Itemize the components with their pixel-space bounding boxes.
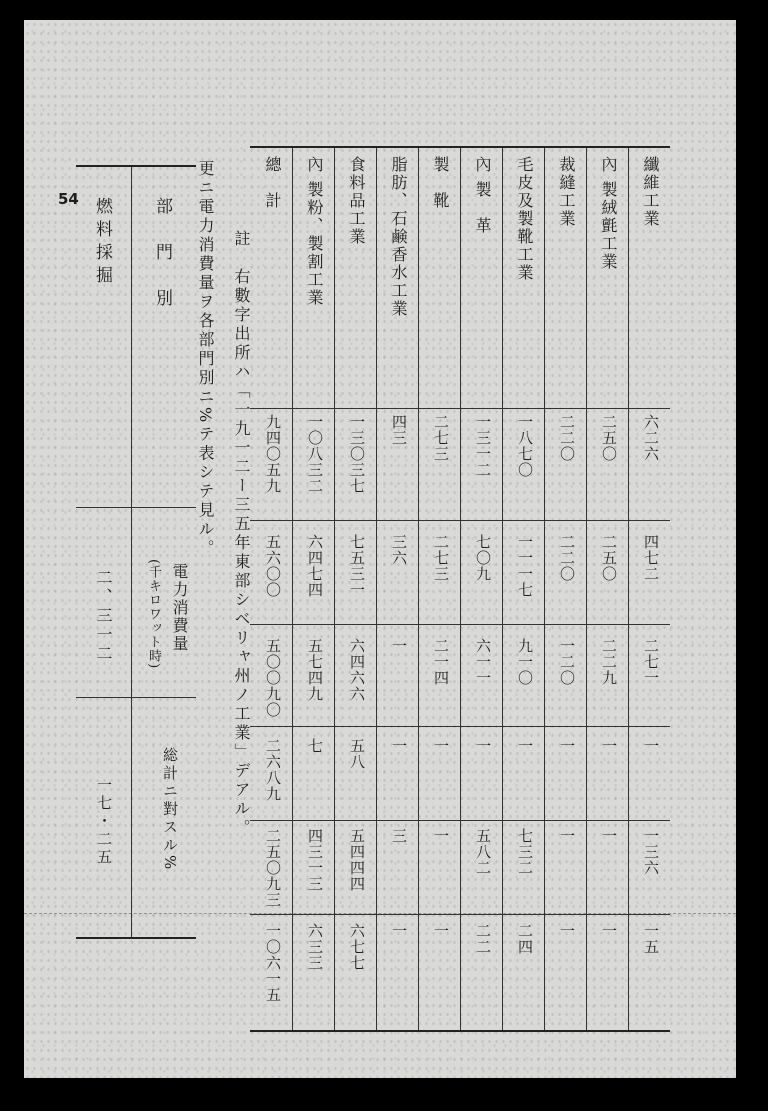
value-cell: 二二 (474, 923, 492, 955)
power-header: 電力消費量 (170, 563, 189, 653)
document-page (24, 20, 736, 1078)
industry-label: 脂肪、石鹸香水工業 (389, 156, 408, 318)
value-cell: 二二九 (600, 638, 618, 686)
fuel-mining-label: 燃料採掘 (92, 197, 112, 289)
row-divider (76, 697, 196, 698)
industry-label: 總 計 (263, 156, 282, 210)
header-divider (76, 507, 196, 508)
value-cell: 二七一 (642, 638, 660, 686)
value-cell: 一 (558, 923, 576, 939)
column-divider (334, 148, 335, 1030)
value-cell: 一三〇三七 (348, 414, 366, 494)
industry-label: 毛皮及製靴工業 (515, 156, 534, 282)
value-cell: 一三一二 (474, 414, 492, 478)
value-cell: 五〇〇九〇 (264, 638, 282, 718)
value-cell: 二二〇 (558, 414, 576, 462)
value-cell: 七三二 (516, 828, 534, 876)
value-cell: 一 (600, 923, 618, 939)
value-cell: 六三三 (306, 923, 324, 971)
industry-label: 食料品工業 (347, 156, 366, 246)
value-cell: 一 (558, 738, 576, 754)
percent-value: 一七・二五 (95, 777, 113, 867)
value-cell: 一 (642, 738, 660, 754)
value-cell: 一二〇 (558, 638, 576, 686)
percent-header: 総計ニ對スル% (161, 747, 179, 873)
value-cell: 四三 (390, 414, 408, 446)
value-cell: 二六八九 (264, 738, 282, 802)
note-line-1: 註 右數字出所ハ「一九一二ー三五年東部シベリャ州ノ工業」デアル。 (232, 230, 251, 838)
value-cell: 九四〇五九 (264, 414, 282, 494)
power-value: 二、三一二 (94, 569, 113, 664)
value-cell: 一 (390, 923, 408, 939)
power-consumption-table (76, 165, 196, 939)
value-cell: 一 (390, 738, 408, 754)
value-cell: 一 (432, 738, 450, 754)
column-divider (376, 148, 377, 1030)
value-cell: 三六 (390, 534, 408, 566)
industry-label: 內 製絨氈工業 (599, 156, 618, 272)
value-cell: 二五〇九三 (264, 828, 282, 908)
value-cell: 二四 (516, 923, 534, 955)
value-cell: 一 (390, 638, 408, 654)
industry-label: 製 靴 (431, 156, 450, 210)
column-divider (460, 148, 461, 1030)
value-cell: 二二〇 (558, 534, 576, 582)
column-divider (418, 148, 419, 1030)
column-divider (586, 148, 587, 1030)
column-divider (628, 148, 629, 1030)
value-cell: 二一四 (432, 638, 450, 686)
value-cell: 一〇六一五 (264, 923, 282, 1003)
industry-label: 內 製粉、製割工業 (305, 156, 324, 308)
value-cell: 一三六 (642, 828, 660, 876)
value-cell: 七 (306, 738, 324, 754)
value-cell: 七五三一 (348, 534, 366, 598)
note-line-2: 更ニ電力消費量ヲ各部門別ニ%テ表シテ見ル。 (196, 160, 215, 559)
value-cell: 五七四九 (306, 638, 324, 702)
page-number: 54 (58, 190, 79, 208)
value-cell: 六四七四 (306, 534, 324, 598)
value-cell: 一 (516, 738, 534, 754)
power-unit: (千キロワット時) (146, 559, 161, 670)
value-cell: 一一一七 (516, 534, 534, 598)
column-divider (544, 148, 545, 1030)
value-cell: 一八七〇 (516, 414, 534, 478)
value-cell: 一五 (642, 923, 660, 955)
value-cell: 六一一 (474, 638, 492, 686)
value-cell: 二五〇 (600, 534, 618, 582)
value-cell: 一 (600, 738, 618, 754)
column-divider (502, 148, 503, 1030)
value-cell: 四三一三 (306, 828, 324, 892)
value-cell: 五六〇〇 (264, 534, 282, 598)
category-header: 部 門 別 (152, 197, 172, 312)
value-cell: 一 (432, 923, 450, 939)
value-cell: 九一〇 (516, 638, 534, 686)
industry-label: 纖維工業 (641, 156, 660, 228)
industry-table (250, 146, 670, 1032)
value-cell: 二七三 (432, 414, 450, 462)
value-cell: 二五〇 (600, 414, 618, 462)
value-cell: 六四六六 (348, 638, 366, 702)
value-cell: 五八 (348, 738, 366, 770)
value-cell: 一 (432, 828, 450, 844)
value-cell: 五八二 (474, 828, 492, 876)
industry-label: 內 製 革 (473, 156, 492, 236)
value-cell: 一 (558, 828, 576, 844)
value-cell: 一 (600, 828, 618, 844)
value-cell: 一 (474, 738, 492, 754)
value-cell: 七〇九 (474, 534, 492, 582)
value-cell: 六七七 (348, 923, 366, 971)
column-divider (292, 148, 293, 1030)
value-cell: 三 (390, 828, 408, 844)
value-cell: 四七二 (642, 534, 660, 582)
value-cell: 五四四四 (348, 828, 366, 892)
industry-label: 裁縫工業 (557, 156, 576, 228)
value-cell: 一〇八三二 (306, 414, 324, 494)
value-cell: 二七三 (432, 534, 450, 582)
value-cell: 六二六 (642, 414, 660, 462)
